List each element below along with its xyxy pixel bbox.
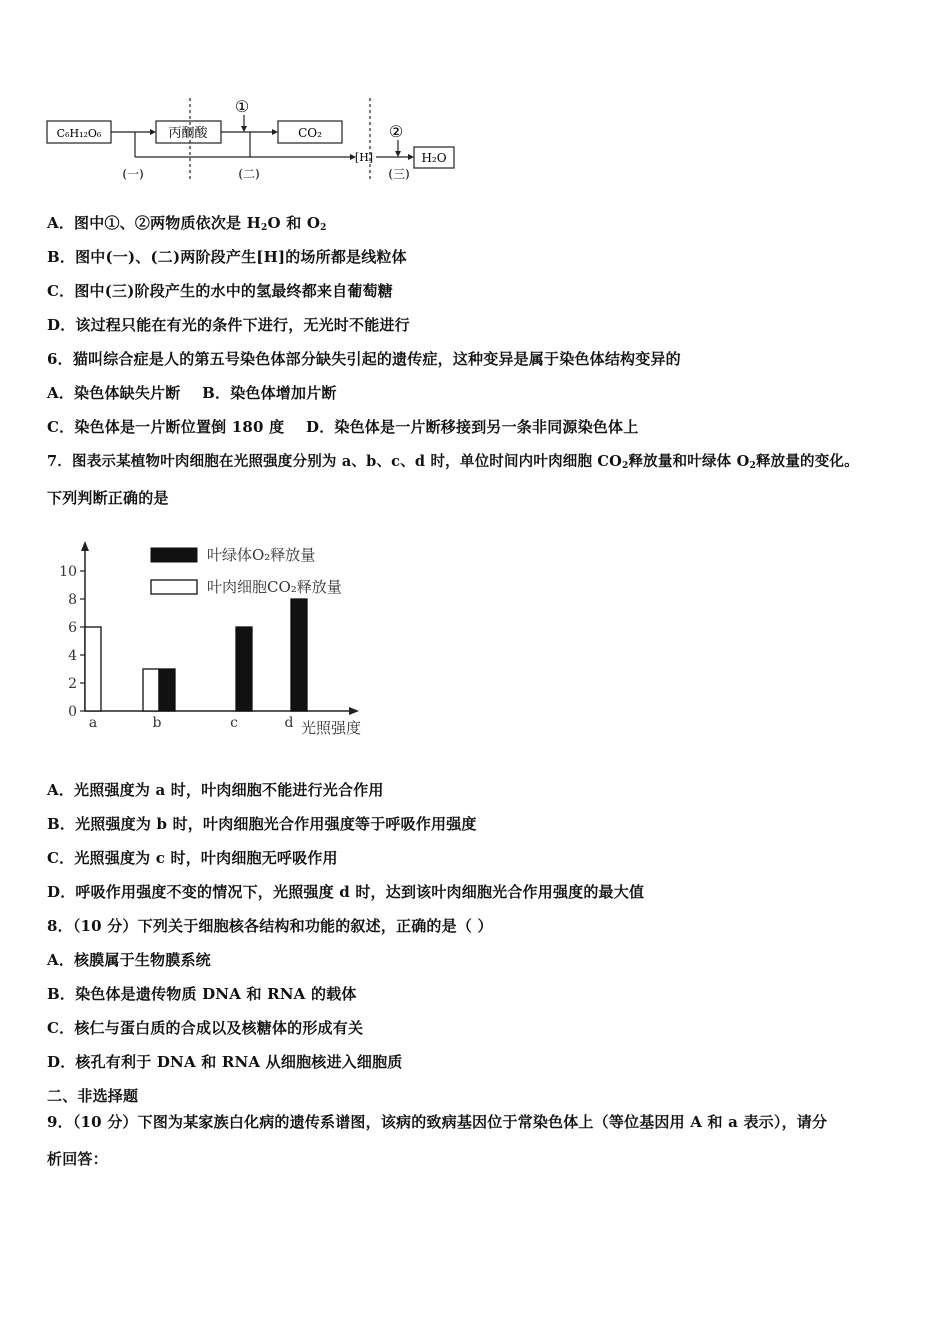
y-tick-label: 2	[68, 676, 77, 692]
water-label: H₂O	[421, 151, 447, 165]
stage-3-label: (三)	[388, 167, 410, 181]
y-tick-label: 10	[59, 564, 77, 580]
x-axis-label: 光照强度	[301, 719, 362, 737]
x-category-label-c: c	[230, 715, 238, 731]
q7-stem-2: 下列判断正确的是	[47, 489, 169, 507]
q6-stem: 6．猫叫综合症是人的第五号染色体部分缺失引起的遗传症，这种变异是属于染色体结构变异的	[47, 350, 681, 368]
stage-1-label: (一)	[122, 167, 144, 181]
section-heading: 二、非选择题	[47, 1087, 139, 1105]
q8-option-c: C．核仁与蛋白质的合成以及核糖体的形成有关	[47, 1019, 364, 1037]
marker-2: ②	[388, 122, 404, 141]
x-category-label-d: d	[284, 715, 294, 731]
q7-option-a: A．光照强度为 a 时，叶肉细胞不能进行光合作用	[47, 781, 384, 799]
h-label: [H]	[354, 151, 374, 164]
q5-option-b: B．图中(一)、(二)两阶段产生[H]的场所都是线粒体	[47, 248, 407, 266]
y-tick-label: 8	[68, 592, 77, 608]
light-intensity-chart	[55, 535, 385, 745]
q7-option-b: B．光照强度为 b 时，叶肉细胞光合作用强度等于呼吸作用强度	[47, 815, 477, 833]
bar-b-o2	[159, 669, 175, 711]
legend-label-o2: 叶绿体O₂释放量	[207, 546, 316, 564]
y-axis-arrow	[81, 541, 89, 551]
q5-option-d: D．该过程只能在有光的条件下进行，无光时不能进行	[47, 316, 410, 334]
q7-option-d: D．呼吸作用强度不变的情况下，光照强度 d 时，达到该叶肉细胞光合作用强度的最大值	[47, 883, 645, 901]
q9-stem-2: 析回答：	[47, 1150, 108, 1168]
q6-options-cd: C．染色体是一片断位置倒 180 度 D．染色体是一片断移接到另一条非同源染色体上	[47, 418, 639, 436]
legend-label-co2: 叶肉细胞CO₂释放量	[207, 578, 342, 596]
x-category-label-b: b	[152, 715, 162, 731]
co2-label: CO₂	[298, 126, 322, 140]
q5-option-c: C．图中(三)阶段产生的水中的氢最终都来自葡萄糖	[47, 282, 393, 300]
bar-b-co2	[143, 669, 159, 711]
q5-option-a: A．图中①、②两物质依次是 $H_2O$ 和 $O_2$	[47, 214, 327, 233]
marker-1: ①	[234, 97, 250, 116]
q8-stem: 8．（10 分）下列关于细胞核各结构和功能的叙述，正确的是（ ）	[47, 917, 493, 935]
y-tick-label: 4	[68, 648, 77, 664]
q7-option-c: C．光照强度为 c 时，叶肉细胞无呼吸作用	[47, 849, 338, 867]
glucose-label: C₆H₁₂O₆	[56, 127, 102, 140]
q7-stem: 7．图表示某植物叶肉细胞在光照强度分别为 a、b、c、d 时，单位时间内叶肉细胞 $CO_2$释放量和叶绿体 $O_2$释放量的变化。	[47, 453, 859, 471]
legend-swatch-co2	[151, 580, 197, 594]
q8-option-a: A．核膜属于生物膜系统	[47, 951, 211, 969]
legend-swatch-o2	[151, 548, 197, 562]
y-tick-label: 0	[68, 704, 77, 720]
bar-d-o2	[291, 599, 307, 711]
stage-2-label: (二)	[238, 167, 260, 181]
pyruvate-label: 丙酮酸	[168, 126, 208, 141]
bar-a-co2	[85, 627, 101, 711]
bar-c-o2	[236, 627, 252, 711]
q8-option-b: B．染色体是遗传物质 DNA 和 RNA 的载体	[47, 985, 357, 1003]
q8-option-d: D．核孔有利于 DNA 和 RNA 从细胞核进入细胞质	[47, 1053, 403, 1071]
q6-options-ab: A．染色体缺失片断 B．染色体增加片断	[47, 384, 337, 402]
q9-stem: 9．（10 分）下图为某家族白化病的遗传系谱图，该病的致病基因位于常染色体上（等位基因用 A 和 a 表示），请分	[47, 1113, 828, 1131]
y-tick-label: 6	[68, 620, 77, 636]
x-axis-arrow	[349, 707, 359, 715]
respiration-diagram	[40, 90, 470, 190]
x-category-label-a: a	[88, 715, 98, 731]
